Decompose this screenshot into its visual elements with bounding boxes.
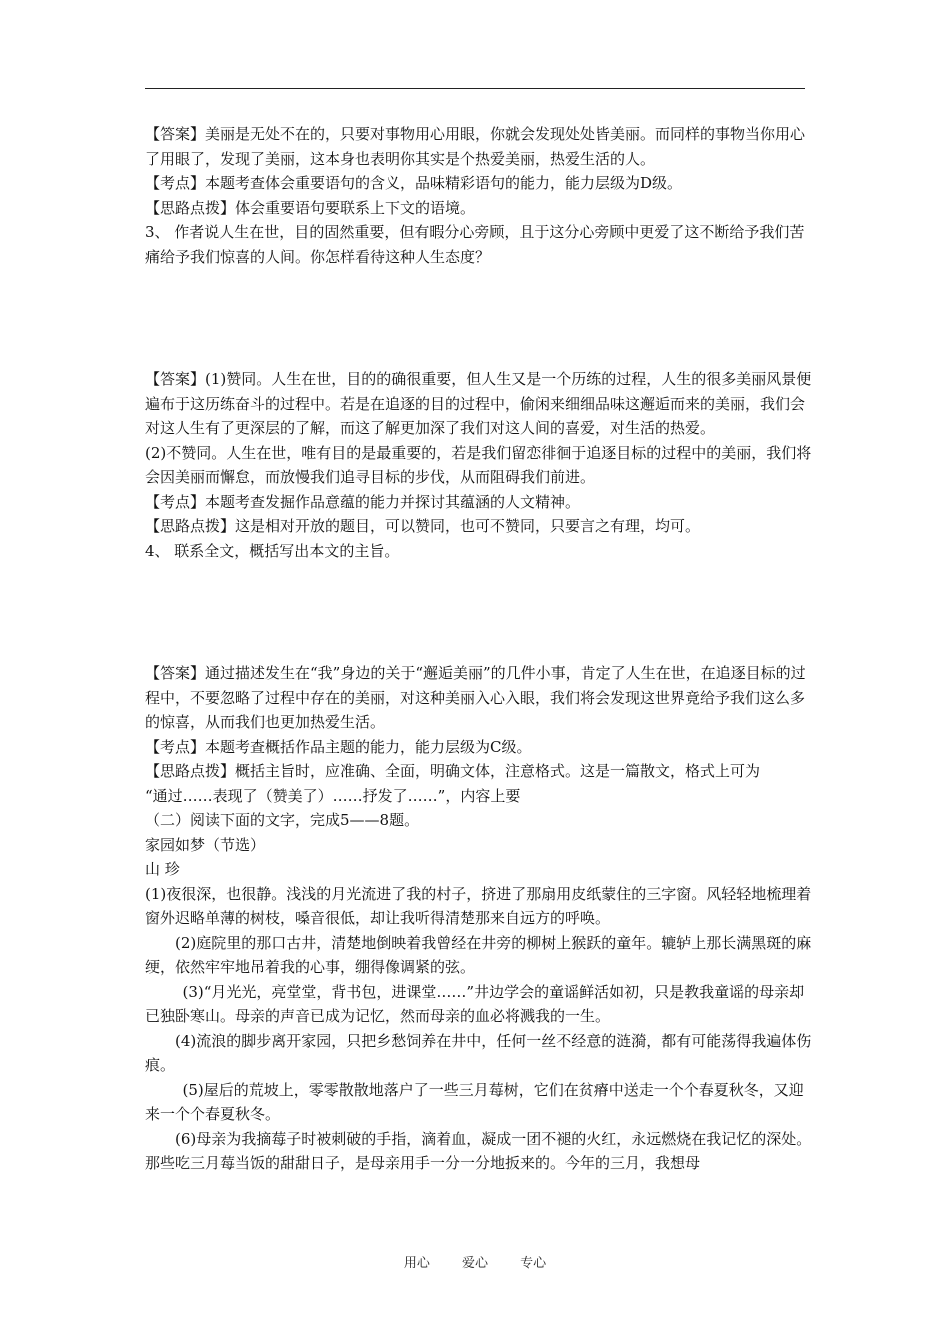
q2-point: 【考点】本题考查体会重要语句的含义，品味精彩语句的能力，能力层级为D级。: [145, 174, 683, 192]
q3-point: 【考点】本题考查发掘作品意蕴的能力并探讨其蕴涵的人文精神。: [145, 492, 581, 511]
q2-answer: 【答案】美丽是无处不在的，只要对事物用心用眼，你就会发现处处皆美丽。而同样的事物当你用心了用眼了，发现了美丽，这本身也表明你其实是个热爱美丽，热爱生活的人。: [145, 125, 806, 168]
paragraph-6: (6)母亲为我摘莓子时被刺破的手指，滴着血，凝成一团不褪的火红，永远燃烧在我记忆的深处。那些吃三月莓当饭的甜甜日子，是母亲用手一分一分地扳来的。今年的三月，我想母: [145, 1129, 812, 1172]
header-rule: [145, 88, 805, 89]
footer-text-2: 爱心: [461, 1256, 488, 1271]
q3-tip: 【思路点拨】这是相对开放的题目，可以赞同，也可不赞同，只要言之有理，均可。: [145, 517, 701, 535]
q3-question: 3、 作者说人生在世，目的固然重要，但有暇分心旁顾，且于这分心旁顾中更爱了这不断给予我们苦痛给予我们惊喜的人间。你怎样看待这种人生态度？: [145, 223, 805, 266]
q3-answer-1: 【答案】(1)赞同。人生在世，目的的确很重要，但人生又是一个历练的过程，人生的很多美丽风景便遍布于这历练奋斗的过程中。若是在追逐的目的过程中，偷闲来细细品味这邂逅而来的美丽，我们会对这人生有了更深层的了解，而这了解更加深了我们对这人间的喜爱，对生活的热爱。: [145, 370, 812, 437]
essay-title: 家园如梦（节选）: [145, 835, 266, 854]
paragraph-1: (1)夜很深，也很静。浅浅的月光流进了我的村子，挤进了那扇用皮纸蒙住的三字窗。风轻轻地梳理着窗外迟略单薄的树枝，嗓音很低，却让我听得清楚那来自远方的呼唤。: [145, 884, 812, 927]
paragraph-4: (4)流浪的脚步离开家园，只把乡愁饲养在井中，任何一丝不经意的涟漪，都有可能荡得我遍体伤痕。: [145, 1031, 812, 1074]
q2-tip: 【思路点拨】体会重要语句要联系上下文的语境。: [145, 198, 476, 217]
page-footer: [0, 1252, 950, 1271]
q4-answer: 【答案】通过描述发生在“我”身边的关于“邂逅美丽”的几件小事，肯定了人生在世，在追逐目标的过程中，不要忽略了过程中存在的美丽，对这种美丽入心入眼，我们将会发现这世界竟给予我们这么多的惊喜，从而我们也更加热爱生活。: [145, 664, 806, 731]
paragraph-3: (3)“月光光，亮堂堂，背书包，进课堂……”井边学会的童谣鲜活如初，只是教我童谣的母亲却已独卧寒山。母亲的声音已成为记忆，然而母亲的血必将溅我的一生。: [145, 982, 805, 1025]
paragraph-2: (2)庭院里的那口古井，清楚地倒映着我曾经在井旁的柳树上猴跃的童年。辘轳上那长满黑斑的麻绠，依然牢牢地吊着我的心事，绷得像调紧的弦。: [145, 933, 812, 976]
footer-text-3: 专心: [520, 1256, 547, 1271]
footer-text-1: 用心: [403, 1256, 430, 1271]
section-heading: （二）阅读下面的文字，完成5——8题。: [145, 811, 420, 829]
answer-space: [145, 269, 815, 367]
answer-space: [145, 563, 815, 661]
q3-answer-2: (2)不赞同。人生在世，唯有目的是最重要的，若是我们留恋徘徊于追逐目标的过程中的美丽，我们将会因美丽而懈怠，而放慢我们追寻目标的步伐，从而阻碍我们前进。: [145, 443, 812, 486]
document-body: [145, 122, 815, 1176]
q4-tip-2: “通过……表现了（赞美了）……抒发了……”，内容上要: [145, 786, 521, 805]
paragraph-5: (5)屋后的荒坡上，零零散散地落户了一些三月莓树，它们在贫瘠中送走一个个春夏秋冬，又迎来一个个春夏秋冬。: [145, 1080, 804, 1123]
q4-tip-1: 【思路点拨】概括主旨时，应准确、全面，明确文体，注意格式。这是一篇散文，格式上可为: [145, 762, 761, 780]
essay-author: 山 珍: [145, 860, 180, 878]
q4-point: 【考点】本题考查概括作品主题的能力，能力层级为C级。: [145, 737, 532, 756]
q4-question: 4、 联系全文，概括写出本文的主旨。: [145, 541, 400, 560]
